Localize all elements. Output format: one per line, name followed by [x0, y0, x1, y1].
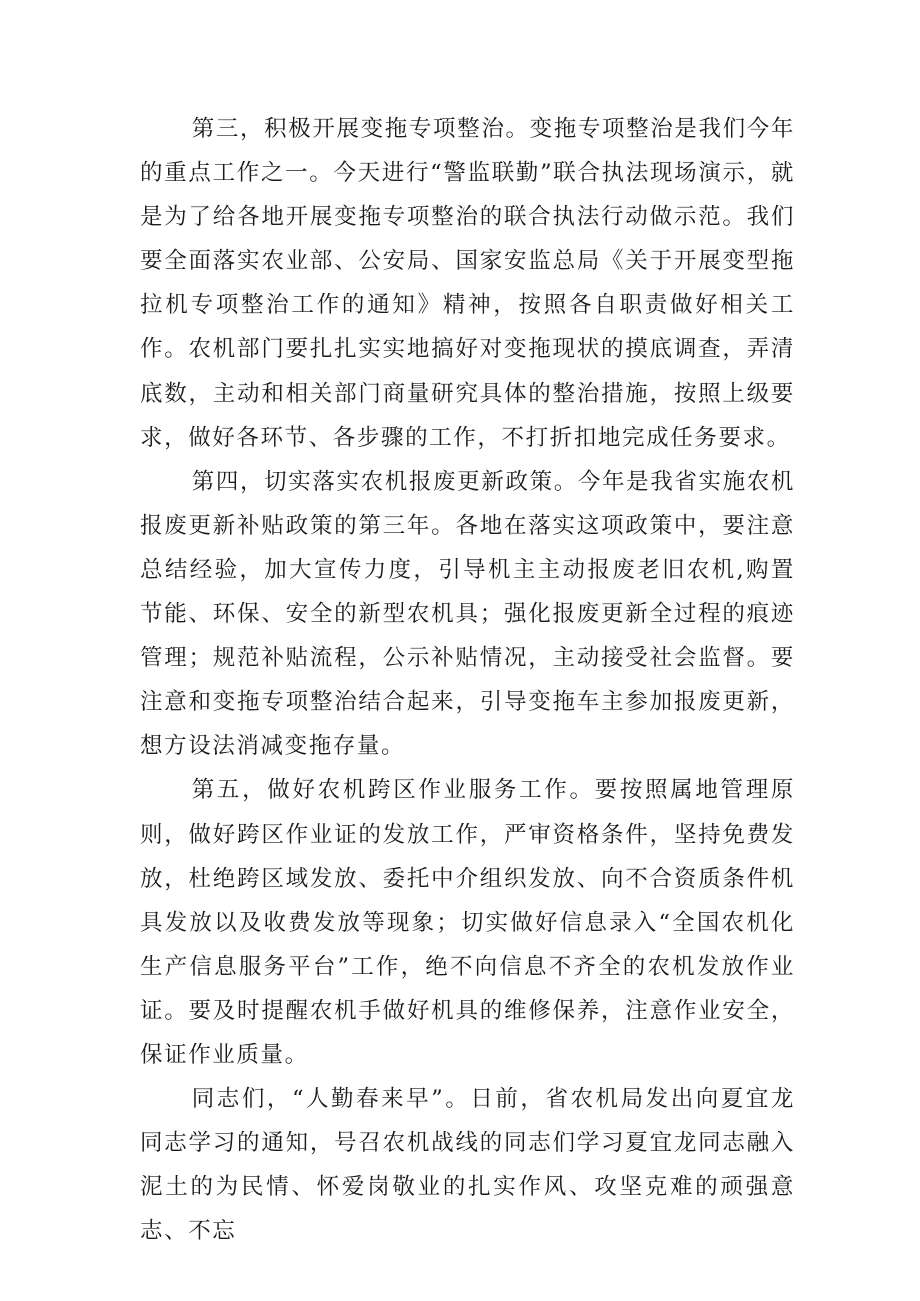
paragraph-closing: 同志们，“人勤春来早”。日前，省农机局发出向夏宜龙同志学习的通知，号召农机战线的同志们学习夏宜龙同志融入泥土的为民情、怀爱岗敬业的扎实作风、攻坚克难的顽强意志、不忘	[140, 1086, 795, 1245]
paragraph-fifth-point: 第五，做好农机跨区作业服务工作。要按照属地管理原则，做好跨区作业证的发放工作，严审资格条件，坚持免费发放，杜绝跨区域发放、委托中介组织发放、向不合资质条件机具发放以及收费发放等现象；切实做好信息录入“全国农机化生产信息服务平台”工作，绝不向信息不齐全的农机发放作业证。要及时提醒农机手做好机具的维修保养，注意作业安全，保证作业质量。	[140, 777, 795, 1068]
document-body	[140, 107, 795, 1253]
paragraph-third-point: 第三，积极开展变拖专项整治。变拖专项整治是我们今年的重点工作之一。今天进行“警监联勤”联合执法现场演示，就是为了给各地开展变拖专项整治的联合执法行动做示范。我们要全面落实农业部、公安局、国家安监总局《关于开展变型拖拉机专项整治工作的通知》精神，按照各自职责做好相关工作。农机部门要扎扎实实地搞好对变拖现状的摸底调查，弄清底数，主动和相关部门商量研究具体的整治措施，按照上级要求，做好各环节、各步骤的工作，不打折扣地完成任务要求。	[140, 116, 795, 451]
paragraph-fourth-point: 第四，切实落实农机报废更新政策。今年是我省实施农机报废更新补贴政策的第三年。各地在落实这项政策中，要注意总结经验，加大宣传力度，引导机主主动报废老旧农机,购置节能、环保、安全的新型农机具；强化报废更新全过程的痕迹管理；规范补贴流程，公示补贴情况，主动接受社会监督。要注意和变拖专项整治结合起来，引导变拖车主参加报废更新，想方设法消减变拖存量。	[140, 468, 795, 760]
